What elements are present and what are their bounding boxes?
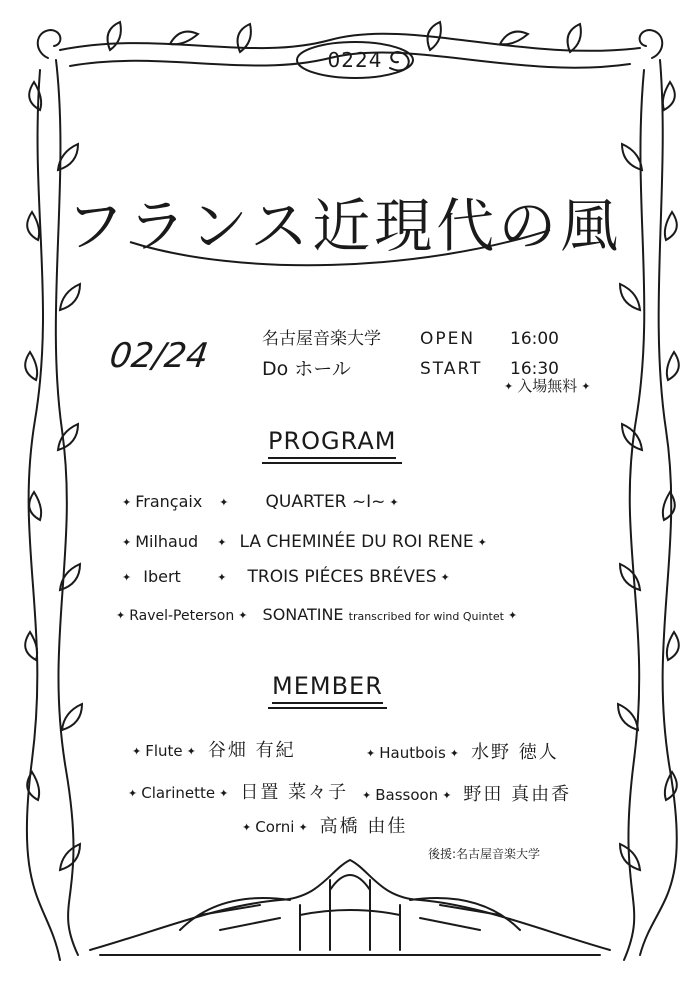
member-instrument: Clarinette: [141, 784, 216, 802]
ornament-icon: ✦: [122, 496, 132, 509]
member-name: 水野 徳人: [470, 742, 559, 763]
member-entry: [362, 738, 559, 764]
program-item: [118, 492, 403, 512]
venue-name: 名古屋音楽大学: [262, 329, 381, 349]
open-label: OPEN: [420, 329, 476, 349]
member-instrument: Flute: [145, 742, 183, 760]
ornament-icon: ✦: [366, 747, 376, 760]
venue-info: [262, 324, 381, 384]
open-time-row: [420, 324, 559, 354]
member-name: 野田 真由香: [463, 784, 572, 805]
admission-note: [500, 375, 594, 396]
venue-hall: Do ホール: [262, 358, 351, 380]
composer-name: Françaix: [135, 492, 203, 511]
member-instrument: Hautbois: [379, 744, 446, 762]
ornament-icon: ✦: [242, 821, 252, 834]
member-name: 高橋 由佳: [319, 816, 408, 837]
member-entry: [124, 778, 348, 804]
composer-name: Ibert: [143, 567, 181, 586]
admission-text: 入場無料: [517, 377, 578, 395]
member-instrument: Corni: [255, 818, 295, 836]
ornament-icon: ✦: [217, 536, 227, 549]
ornament-icon: ✦: [116, 609, 126, 622]
ornament-icon: ✦: [581, 380, 591, 393]
member-name: 谷畑 有紀: [207, 740, 296, 761]
ornament-icon: ✦: [217, 571, 227, 584]
piece-title: QUARTER ~I~: [265, 492, 386, 512]
ornament-icon: ✦: [504, 380, 514, 393]
start-label: START: [420, 359, 483, 379]
poster-code: 0224: [327, 48, 383, 72]
ornament-icon: ✦: [219, 787, 229, 800]
sponsor-note: 後援:名古屋音楽大学: [428, 847, 541, 861]
member-entry: [238, 812, 407, 838]
event-date: 02/24: [107, 336, 211, 376]
poster-title: フランス近現代の風: [66, 191, 623, 260]
program-heading: PROGRAM: [268, 427, 396, 459]
ornament-icon: ✦: [128, 787, 138, 800]
ornament-icon: ✦: [440, 571, 450, 584]
program-item: [118, 567, 454, 587]
member-entry: [358, 780, 571, 806]
ornament-icon: ✦: [219, 496, 229, 509]
piece-note: transcribed for wind Quintet: [348, 610, 504, 623]
ornament-icon: ✦: [132, 745, 142, 758]
ornament-icon: ✦: [477, 536, 487, 549]
ornament-icon: ✦: [507, 609, 518, 622]
program-item: [112, 605, 521, 624]
piece-title: SONATINE: [262, 605, 344, 624]
ornament-icon: ✦: [442, 789, 452, 802]
title-underline-swoosh: [120, 222, 560, 272]
ornament-icon: ✦: [362, 789, 372, 802]
member-entry: [128, 736, 296, 762]
ornament-icon: ✦: [298, 821, 308, 834]
piece-title: LA CHEMINÉE DU ROI RENE: [239, 532, 474, 552]
piece-title: TROIS PIÉCES BRÉVES: [247, 567, 437, 587]
ornament-icon: ✦: [122, 536, 132, 549]
ornament-icon: ✦: [449, 747, 459, 760]
ornament-icon: ✦: [186, 745, 196, 758]
composer-name: Milhaud: [135, 532, 199, 551]
ornament-icon: ✦: [238, 609, 248, 622]
member-heading: MEMBER: [272, 672, 383, 704]
start-time: 16:30: [510, 359, 559, 379]
open-time: 16:00: [510, 329, 559, 349]
ornament-icon: ✦: [122, 571, 132, 584]
composer-name: Ravel-Peterson: [129, 608, 235, 624]
member-name: 日置 菜々子: [240, 782, 349, 803]
program-item: [118, 532, 491, 552]
member-instrument: Bassoon: [375, 786, 439, 804]
ornament-icon: ✦: [389, 496, 399, 509]
